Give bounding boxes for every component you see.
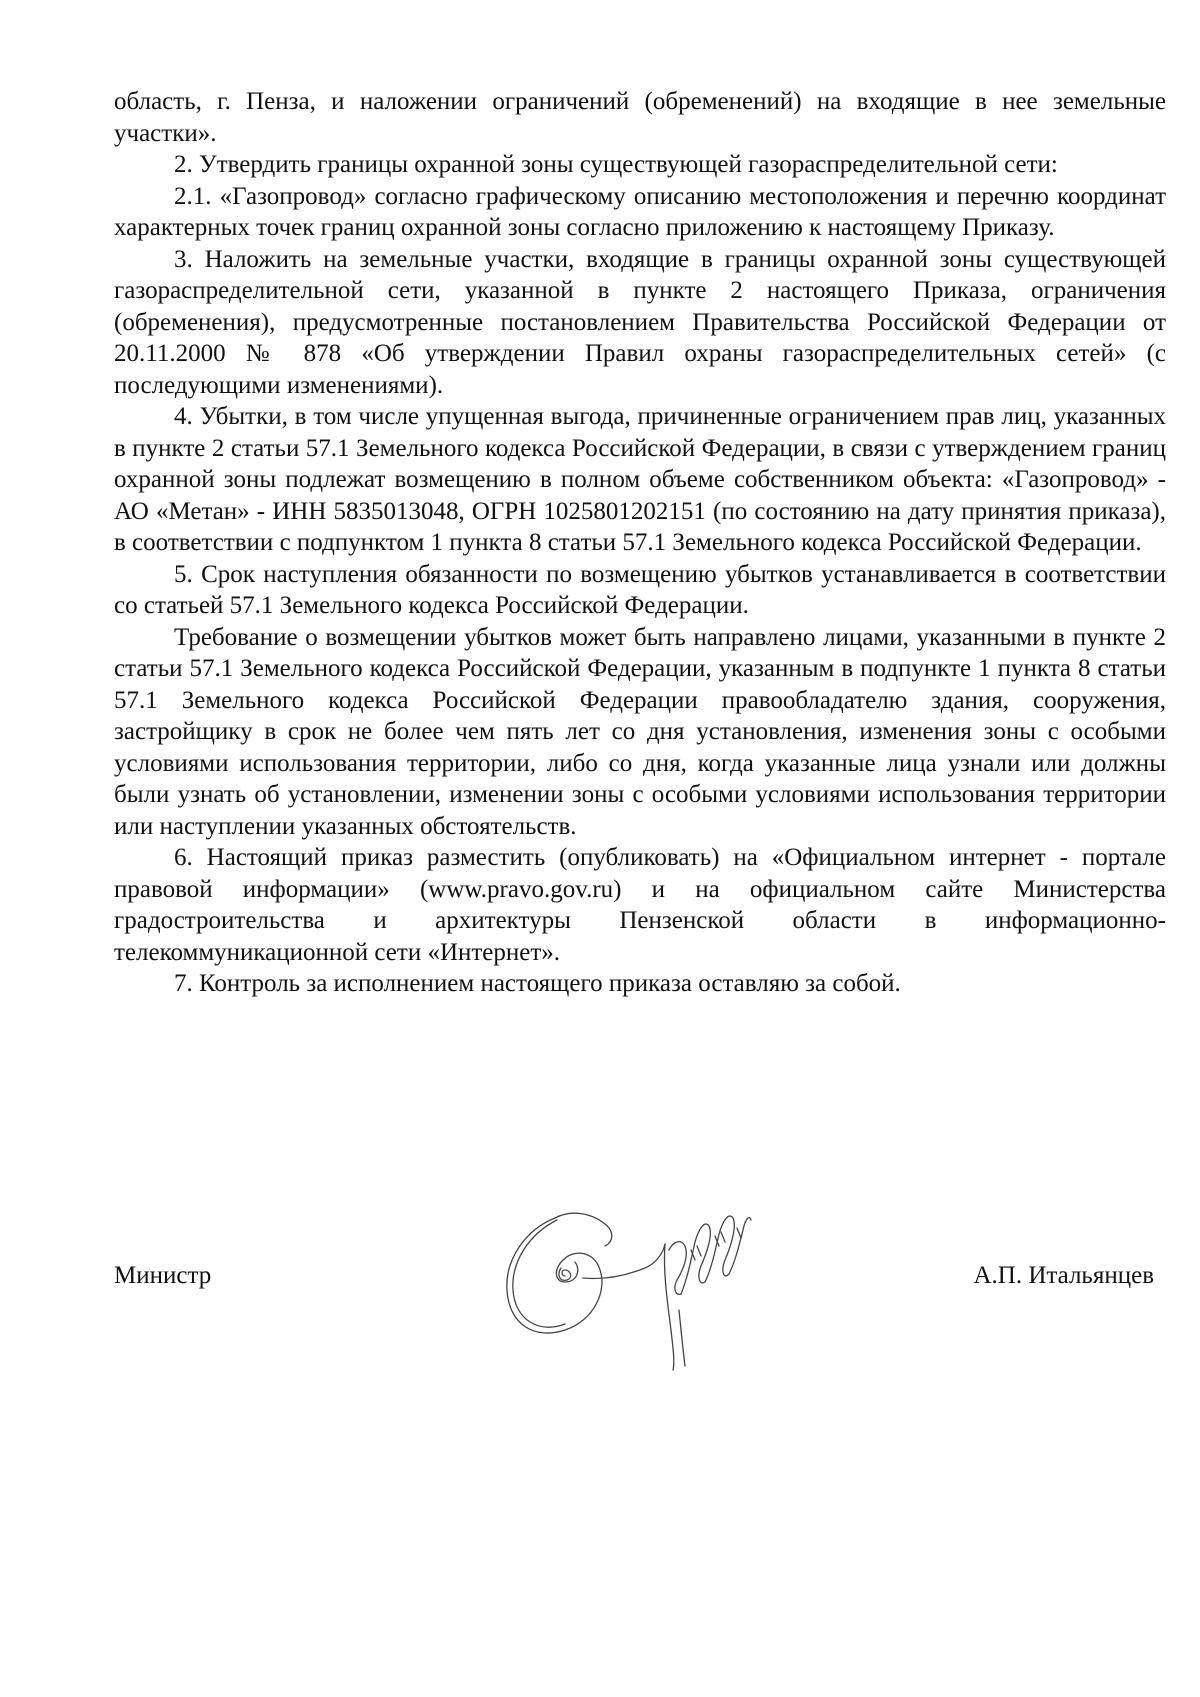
signatory-name: А.П. Итальянцев — [973, 1262, 1154, 1289]
paragraph-item-3: 3. Наложить на земельные участки, входящие в границы охранной зоны существующей газораспределительной сети, указанной в пункте 2 настоящего Приказа, ограничения (обременения), предусмотренные постановлением Правительства Российской Федерации от 20.11.2000 № 878 «Об утверждении Правил охраны газораспределительных сетей» (с последующими изменениями). — [114, 245, 1166, 399]
handwritten-signature — [495, 1190, 765, 1380]
paragraph-item-4: 4. Убытки, в том числе упущенная выгода, причиненные ограничением прав лиц, указанных в пункте 2 статьи 57.1 Земельного кодекса Российской Федерации, в связи с утверждением границ охранной зоны подлежат возмещению в полном объеме собственником объекта: «Газопровод» - АО «Метан» - ИНН 5835013048, ОГРН 1025801202151 (по состоянию на дату принятия приказа), в соответствии с подпунктом 1 пункта 8 статьи 57.1 Земельного кодекса Российской Федерации. — [114, 403, 1166, 556]
paragraph-claim-requirement: Требование о возмещении убытков может быть направлено лицами, указанными в пункте 2 статьи 57.1 Земельного кодекса Российской Федерации, указанным в подпункте 1 пункта 8 статьи 57.1 Земельного кодекса Российской Федерации правообладателю здания, сооружения, застройщику в срок не более чем пять лет со дня установления, изменения зоны с особыми условиями использования территории, либо со дня, когда указанные лица узнали или должны были узнать об установлении, изменении зоны с особыми условиями использования территории или наступлении указанных обстоятельств. — [114, 623, 1166, 840]
paragraph-item-2-1: 2.1. «Газопровод» согласно графическому описанию местоположения и перечню координат характерных точек границ охранной зоны согласно приложению к настоящему Приказу. — [114, 182, 1166, 241]
paragraph-item-2: 2. Утвердить границы охранной зоны существующей газораспределительной сети: — [174, 151, 1058, 178]
paragraph-continuation: область, г. Пенза, и наложении ограничений (обременений) на входящие в нее земельные участки». — [114, 88, 1166, 147]
paragraph-item-7: 7. Контроль за исполнением настоящего приказа оставляю за собой. — [174, 970, 901, 997]
document-body — [114, 86, 1166, 1000]
paragraph-item-5: 5. Срок наступления обязанности по возмещению убытков устанавливается в соответствии со статьей 57.1 Земельного кодекса Российской Федерации. — [114, 560, 1166, 619]
paragraph-item-6: 6. Настоящий приказ разместить (опубликовать) на «Официальном интернет - портале правовой информации» (www.pravo.gov.ru) и на официальном сайте Министерства градостроительства и архитектуры Пензенской области в информационно-телекоммуникационной сети «Интернет». — [114, 844, 1166, 966]
signatory-position: Министр — [114, 1262, 212, 1289]
